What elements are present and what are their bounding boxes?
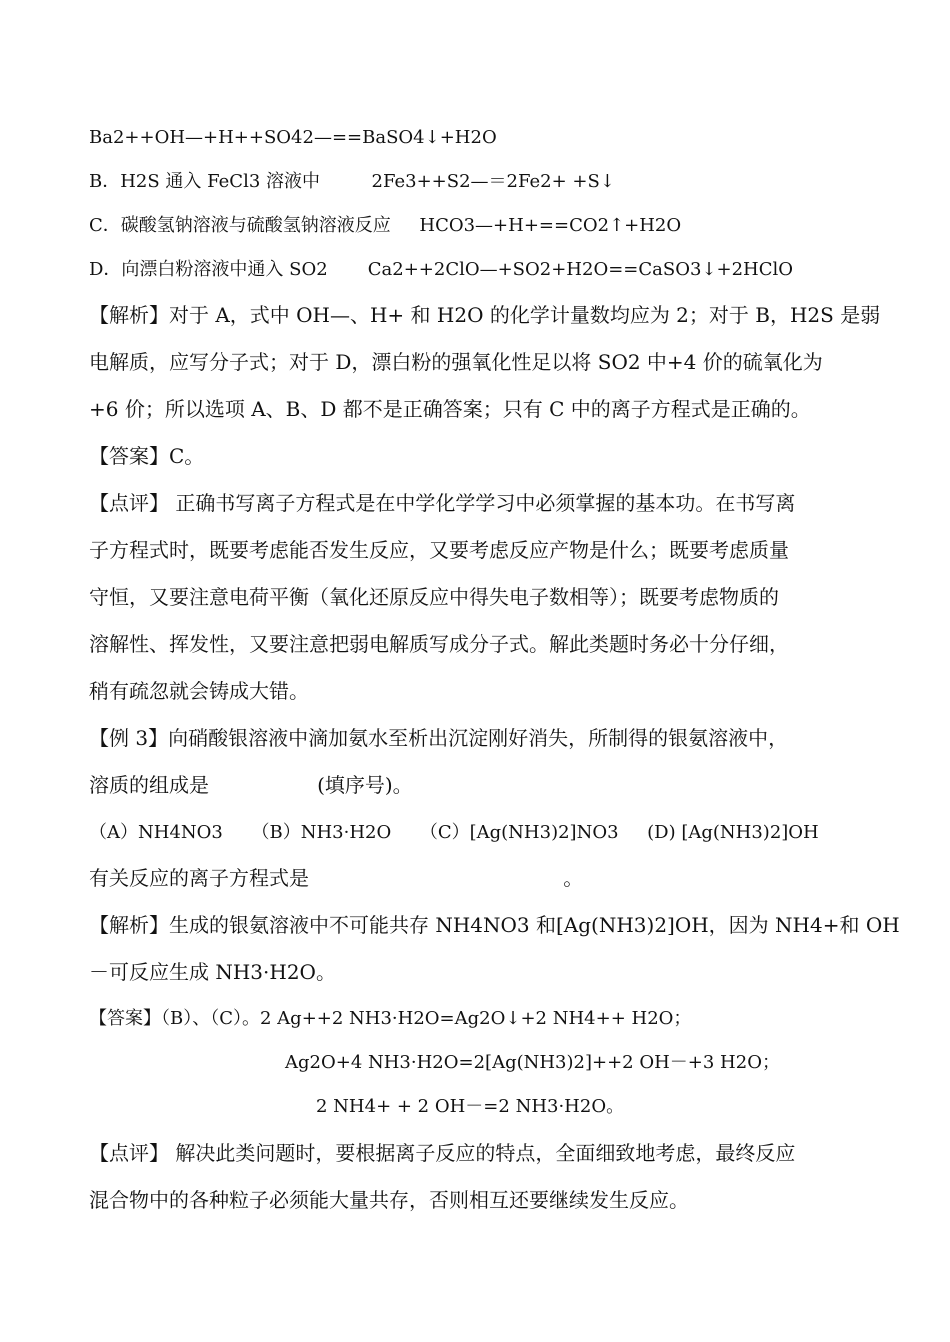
equation-line-a-continued: Ba2++OH—+H++SO42—==BaSO4↓+H2O (89, 127, 497, 148)
example3-answer-line-1: 【答案】（B）、（C）。2 Ag++2 NH3·H2O=Ag2O↓+2 NH4++ H2O； (89, 1008, 692, 1029)
analysis-line-2: 电解质，应写分子式；对于 D，漂白粉的强氧化性足以将 SO2 中+4 价的硫氧化为 (89, 350, 823, 374)
example3-question-line-1: 【例 3】向硝酸银溶液中滴加氨水至析出沉淀刚好消失，所制得的银氨溶液中， (89, 726, 789, 750)
option-c-line: C．碳酸氢钠溶液与硫酸氢钠溶液反应 HCO3—+H+==CO2↑+H2O (89, 215, 682, 236)
example3-answer-line-2: Ag2O+4 NH3·H2O=2[Ag(NH3)2]++2 OH－+3 H2O； (285, 1052, 780, 1073)
example3-question-line-2: 溶质的组成是 (填序号)。 (89, 773, 413, 797)
comment-line-5: 稍有疏忽就会铸成大错。 (89, 679, 309, 703)
analysis-line-3: +6 价；所以选项 A、B、D 都不是正确答案；只有 C 中的离子方程式是正确的。 (89, 397, 811, 421)
example3-equation-prompt: 有关反应的离子方程式是 。 (89, 866, 584, 890)
example3-answer-line-3: 2 NH4+ + 2 OH－=2 NH3·H2O。 (316, 1096, 625, 1117)
option-b-line: B．H2S 通入 FeCl3 溶液中 2Fe3++S2—＝2Fe2+ +S↓ (89, 171, 615, 192)
option-d-line: D．向漂白粉溶液中通入 SO2 Ca2++2ClO—+SO2+H2O==CaSO3↓+2HClO (89, 259, 794, 280)
comment-line-3: 守恒，又要注意电荷平衡（氧化还原反应中得失电子数相等）；既要考虑物质的 (89, 585, 779, 609)
example3-analysis-line-2: －可反应生成 NH3·H2O。 (89, 960, 336, 984)
answer-line: 【答案】C。 (89, 444, 205, 468)
comment-line-1: 【点评】 正确书写离子方程式是在中学化学学习中必须掌握的基本功。在书写离 (89, 491, 796, 515)
example3-options-line: （A）NH4NO3 （B）NH3·H2O （C）[Ag(NH3)2]NO3 (D) [Ag(NH3)2]OH (89, 822, 819, 843)
comment-line-4: 溶解性、挥发性，又要注意把弱电解质写成分子式。解此类题时务必十分仔细， (89, 632, 789, 656)
example3-comment-line-2: 混合物中的各种粒子必须能大量共存，否则相互还要继续发生反应。 (89, 1188, 689, 1212)
example3-comment-line-1: 【点评】 解决此类问题时，要根据离子反应的特点，全面细致地考虑，最终反应 (89, 1141, 796, 1165)
example3-analysis-line-1: 【解析】生成的银氨溶液中不可能共存 NH4NO3 和[Ag(NH3)2]OH，因为 NH4+和 OH (89, 913, 900, 937)
comment-line-2: 子方程式时，既要考虑能否发生反应，又要考虑反应产物是什么；既要考虑质量 (89, 538, 789, 562)
analysis-line-1: 【解析】对于 A，式中 OH—、H+ 和 H2O 的化学计量数均应为 2；对于 B，H2S 是弱 (89, 303, 881, 327)
